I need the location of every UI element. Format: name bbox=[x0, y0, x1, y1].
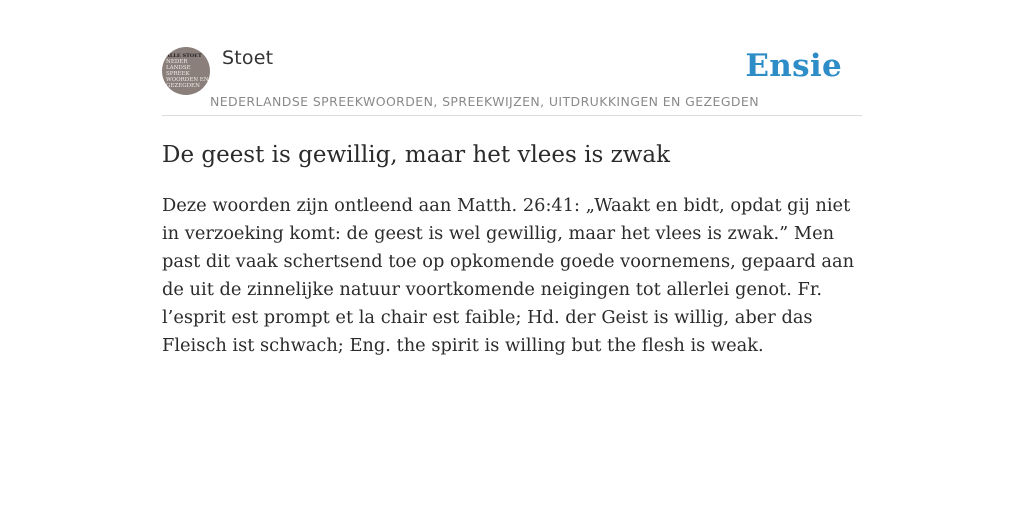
entry-title: De geest is gewillig, maar het vlees is zwak bbox=[162, 142, 671, 168]
avatar-text-line: GEZEGDEN bbox=[166, 83, 200, 89]
avatar-text-line: WOORDEN EN bbox=[166, 77, 209, 83]
avatar-text-line: NEDER bbox=[166, 59, 188, 65]
avatar-text-top: ALLE STOET bbox=[166, 53, 202, 59]
ensie-logo[interactable]: Ensie bbox=[745, 48, 842, 84]
source-title-link[interactable]: NEDERLANDSE SPREEKWOORDEN, SPREEKWIJZEN, UITDRUKKINGEN EN GEZEGDEN bbox=[210, 94, 759, 109]
entry-header bbox=[162, 44, 862, 116]
avatar-text-line: SPREEK bbox=[166, 71, 190, 77]
source-avatar[interactable] bbox=[162, 47, 210, 95]
entry-body: Deze woorden zijn ontleend aan Matth. 26:41: „Waakt en bidt, opdat gij niet in verzoeking komt: de geest is wel gewillig, maar het vlees is zwak.” Men past dit vaak schertsend toe op opkomende goede voornemens, gepaard aan de uit de zinnelijke natuur voortkomende neigingen tot allerlei genot. Fr. l’esprit est prompt et la chair est faible; Hd. der Geist is willig, aber das Fleisch ist schwach; Eng. the spirit is willing but the flesh is weak. bbox=[162, 195, 855, 356]
avatar-text-line: LANDSE bbox=[166, 65, 191, 71]
source-author-link[interactable]: Stoet bbox=[222, 47, 274, 69]
entry-card bbox=[162, 44, 862, 360]
